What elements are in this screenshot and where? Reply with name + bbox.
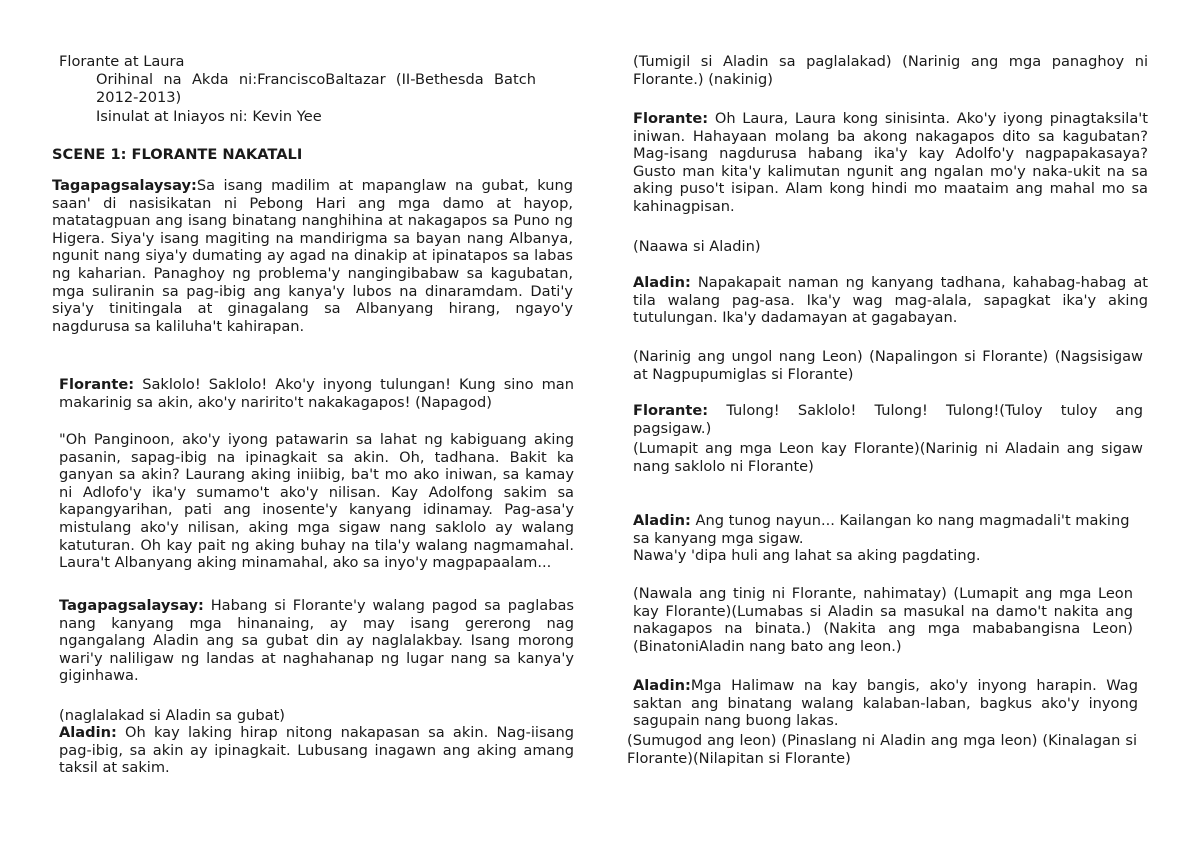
document-title: Florante at Laura — [59, 53, 185, 70]
speaker-label: Tagapagsalaysay: — [52, 177, 197, 194]
author-line: Orihinal na Akda ni:FranciscoBaltazar (II-Bethesda Batch 2012-2013) — [96, 71, 536, 106]
stage-direction-e: (Nawala ang tinig ni Florante, nahimatay) (Lumapit ang mga Leon kay Florante)(Lumabas si Aladin sa masukal na damo't nakita ang nakagapos na binata.) (Nakita ang mga mababangisna Leon)(BinatoniAladin nang bato ang leon.) — [633, 585, 1133, 655]
stage-direction-f: (Sumugod ang leon) (Pinaslang ni Aladin ang mga leon) (Kinalagan si Florante)(Nilapitan si Florante) — [627, 732, 1137, 767]
aladin-line-3: Aladin: Ang tunog nayun... Kailangan ko nang magmadali't making sa kanyang mga sigaw. Nawa'y 'dipa huli ang lahat sa aking pagdating. — [633, 512, 1130, 565]
stage-direction-c: (Narinig ang ungol nang Leon) (Napalingon si Florante) (Nagsisigaw at Nagpupumiglas si Florante) — [633, 348, 1143, 383]
aladin-line-1: Aladin: Oh kay laking hirap nitong nakapasan sa akin. Nag-iisang pag-ibig, sa akin ay ipinagkait. Lubusang inagawn ang aking amang taksil at sakim. — [59, 724, 574, 777]
rewriter-line: Isinulat at Iniayos ni: Kevin Yee — [96, 108, 322, 125]
speaker-label: Tagapagsalaysay: — [59, 597, 204, 614]
stage-direction-a: (Tumigil si Aladin sa paglalakad) (Narinig ang mga panaghoy ni Florante.) (nakinig) — [633, 53, 1148, 88]
florante-line-3: Florante: Tulong! Saklolo! Tulong! Tulong!(Tuloy tuloy ang pagsigaw.) — [633, 402, 1143, 437]
aladin-line-4: Aladin:Mga Halimaw na kay bangis, ako'y inyong harapin. Wag saktan ang binatang walang kalaban-laban, bagkus ako'y inyong sagupain nang buong lakas. — [633, 677, 1138, 730]
speaker-label: Aladin: — [633, 274, 691, 291]
stage-direction-b: (Naawa si Aladin) — [633, 238, 761, 255]
speaker-label: Aladin: — [633, 677, 691, 694]
florante-line-2: Florante: Oh Laura, Laura kong sinisinta. Ako'y iyong pinagtaksila't iniwan. Hahayaan molang ba akong nakagapos dito sa kagubatan? Mag-isang nagdurusa habang ika'y kay Adolfo'y nagpapakasaya? Gusto man kita'y kalimutan ngunit ang ngalan mo'y naka-ukit na sa aking puso't isipan. Alam kong hindi mo maataim ang mahal mo sa kahinagpisan. — [633, 110, 1148, 215]
right-column — [600, 0, 1200, 848]
stage-direction-d: (Lumapit ang mga Leon kay Florante)(Narinig ni Aladain ang sigaw nang saklolo ni Florante) — [633, 440, 1143, 475]
speaker-label: Florante: — [59, 376, 135, 393]
scene-heading: SCENE 1: FLORANTE NAKATALI — [52, 146, 303, 163]
florante-line-1: Florante: Saklolo! Saklolo! Ako'y inyong tulungan! Kung sino man makarinig sa akin, ako'y naririto't nakakagapos! (Napagod) — [59, 376, 574, 411]
speaker-label: Florante: — [633, 110, 709, 127]
stage-direction-1: (naglalakad si Aladin sa gubat) — [59, 707, 285, 724]
speaker-label: Florante: — [633, 402, 709, 419]
aladin-line-2: Aladin: Napakapait naman ng kanyang tadhana, kahabag-habag at tila walang pag-asa. Ika'y wag mag-alala, sapagkat ika'y aking tutulungan. Ika'y dadamayan at gagabayan. — [633, 274, 1148, 327]
speaker-label: Aladin: — [633, 512, 691, 529]
speaker-label: Aladin: — [59, 724, 117, 741]
narration-2: Tagapagsalaysay: Habang si Florante'y walang pagod sa paglabas nang kanyang mga hinanaing, ay may isang gererong nag ngangalang Aladin ang sa gubat din ay naglalakbay. Isang morong wari'y naliligaw ng landas at naghahanap ng lugar nang sa kanya'y giginhawa. — [59, 597, 574, 685]
florante-prayer: "Oh Panginoon, ako'y iyong patawarin sa lahat ng kabiguang aking pasanin, sapag-ibig na ipinagkait sa akin. Oh, tadhana. Bakit ka ganyan sa akin? Laurang aking iniibig, ba't mo ako iniwan, sa kamay ni Adlofo'y ika'y sumamo't ako'y nilisan. Kay Adolfong sakim sa kapangyarihan, pati ang inosente'y kanyang idinamay. Pag-asa'y mistulang ako'y nilisan, aking mga sigaw nang saklolo ay walang katuturan. Oh kay pait ng aking buhay na tila'y walang nagmamahal. Laura't Albanyang aking minamahal, ako sa inyo'y magpapaalam... — [59, 431, 574, 572]
narration-1: Tagapagsalaysay:Sa isang madilim at mapanglaw na gubat, kung saan' di nasisikatan ni Pebong Hari ang mga damo at hayop, matatagpuan ang isang binatang nanghihina at nakagapos sa Puno ng Higera. Siya'y isang magiting na mandirigma sa bayan nang Albanya, ngunit nang siya'y dumating ay agad na dinakip at ipinatapos sa labas ng kaharian. Panaghoy ng problema'y nangingibabaw sa kagubatan, mga suliranin sa pag-ibig ang kanya'y lubos na dinaramdam. Dati'y siya'y tinitingala at ginagalang sa Albanyang hirang, ngayo'y nagdurusa sa kaliluha't kahirapan. — [52, 177, 573, 335]
